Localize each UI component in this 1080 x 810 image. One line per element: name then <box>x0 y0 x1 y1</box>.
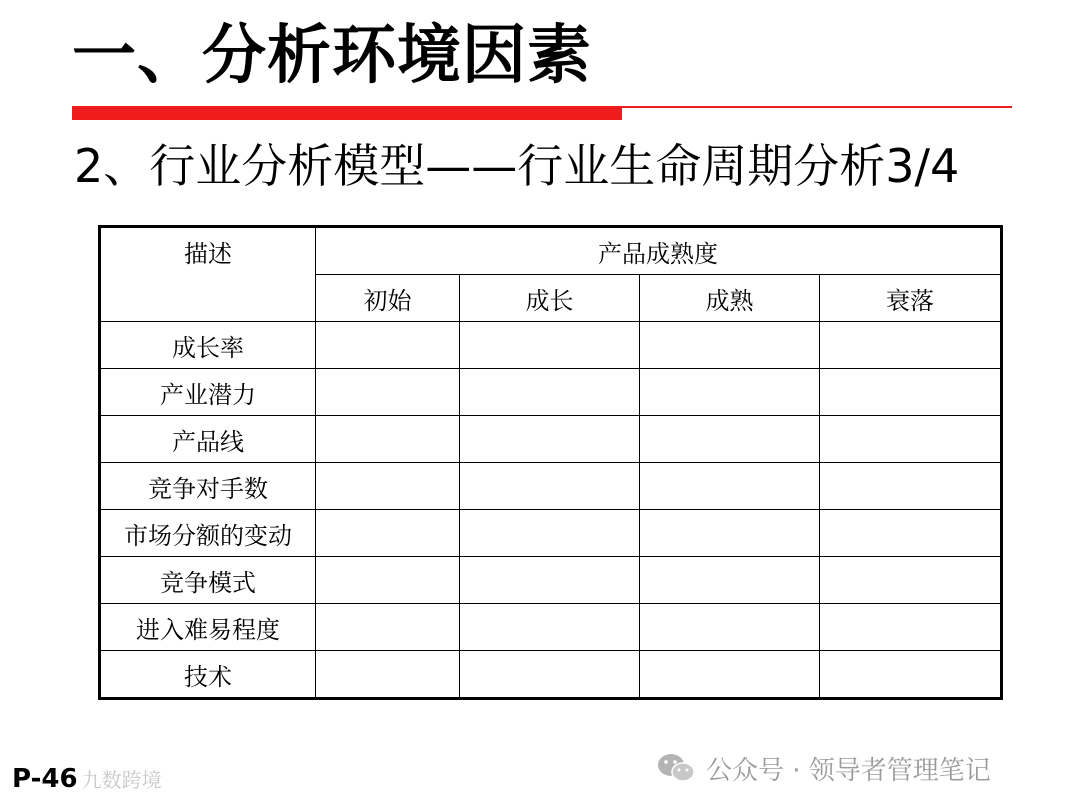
page-title: 一、分析环境因素 <box>72 19 592 93</box>
table-row <box>100 416 1002 463</box>
table-cell <box>820 322 1002 369</box>
title-underline-thin <box>622 106 1012 108</box>
lifecycle-table <box>98 225 1003 700</box>
table-cell <box>820 604 1002 651</box>
page-number-text: P-46 <box>12 764 78 794</box>
table-cell <box>316 463 460 510</box>
table-cell <box>640 369 820 416</box>
table-row <box>100 557 1002 604</box>
table-row <box>100 322 1002 369</box>
table-cell <box>640 416 820 463</box>
table-cell <box>460 322 640 369</box>
row-label: 市场分额的变动 <box>100 510 316 557</box>
table-cell <box>820 557 1002 604</box>
table-cell <box>640 463 820 510</box>
stage-header-growth: 成长 <box>460 275 640 322</box>
table-cell <box>316 369 460 416</box>
page-number <box>12 764 162 794</box>
page-subtitle: 2、行业分析模型——行业生命周期分析3/4 <box>74 139 960 193</box>
table-cell <box>460 510 640 557</box>
table-cell <box>820 510 1002 557</box>
table-row <box>100 604 1002 651</box>
row-label: 产业潜力 <box>100 369 316 416</box>
row-label: 竞争模式 <box>100 557 316 604</box>
table-cell <box>316 651 460 699</box>
table-cell <box>316 322 460 369</box>
table-cell <box>316 557 460 604</box>
table-header-product-maturity: 产品成熟度 <box>316 227 1002 275</box>
watermark <box>656 748 991 788</box>
table-cell <box>640 510 820 557</box>
table-cell <box>460 604 640 651</box>
title-underline <box>72 106 1012 122</box>
table-cell <box>460 369 640 416</box>
row-label: 产品线 <box>100 416 316 463</box>
table-cell <box>820 416 1002 463</box>
wechat-icon <box>656 752 696 784</box>
stage-header-decline: 衰落 <box>820 275 1002 322</box>
table-row <box>100 369 1002 416</box>
table-cell <box>640 604 820 651</box>
row-label: 成长率 <box>100 322 316 369</box>
table-header-description: 描述 <box>100 227 316 322</box>
title-underline-thick <box>72 106 622 120</box>
row-label: 技术 <box>100 651 316 699</box>
stage-header-mature: 成熟 <box>640 275 820 322</box>
table-cell <box>316 604 460 651</box>
table-row <box>100 463 1002 510</box>
table-header-row <box>100 227 1002 275</box>
watermark-text: 公众号 · 领导者管理笔记 <box>706 755 991 786</box>
row-label: 进入难易程度 <box>100 604 316 651</box>
table-cell <box>460 416 640 463</box>
table-cell <box>460 463 640 510</box>
table-cell <box>460 651 640 699</box>
table-cell <box>316 416 460 463</box>
table-cell <box>820 463 1002 510</box>
table-cell <box>820 651 1002 699</box>
table-cell <box>820 369 1002 416</box>
table-row <box>100 510 1002 557</box>
table-cell <box>316 510 460 557</box>
source-mark: 九数跨境 <box>81 768 162 792</box>
stage-header-initial: 初始 <box>316 275 460 322</box>
row-label: 竞争对手数 <box>100 463 316 510</box>
table-cell <box>460 557 640 604</box>
table-cell <box>640 651 820 699</box>
table-cell <box>640 557 820 604</box>
table-cell <box>640 322 820 369</box>
table-row <box>100 651 1002 699</box>
